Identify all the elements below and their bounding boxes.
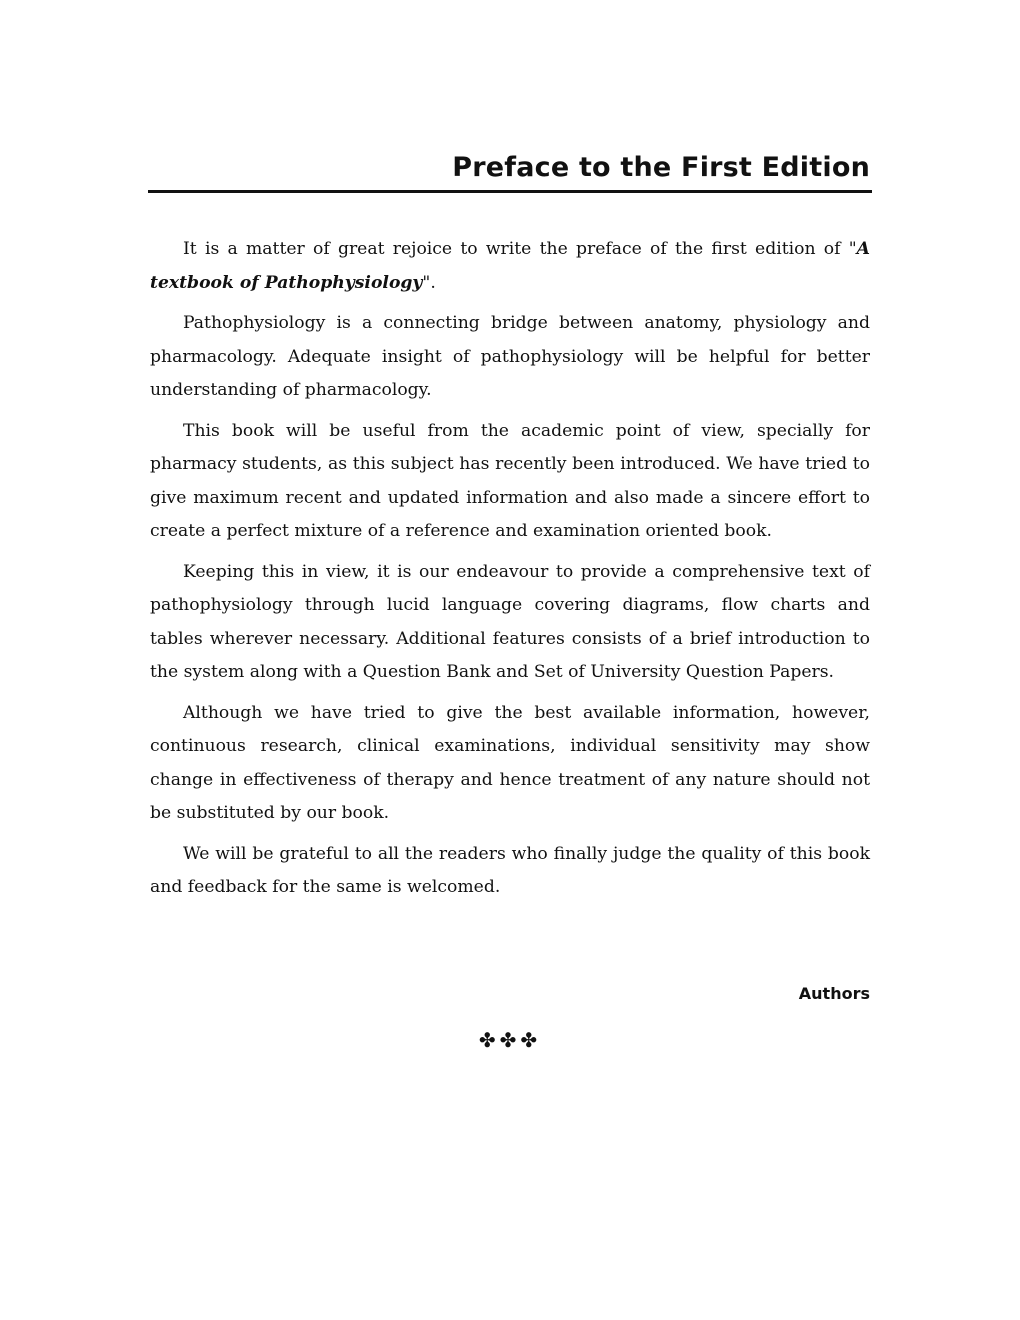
paragraph-5: Although we have tried to give the best available information, however, continuous research, clinical examinations, individual sensitivity may show change in effectiveness of therapy and hence treatment of any nature should not be substituted by our book. [150, 702, 870, 823]
paragraph-1-lead: It is a matter of great rejoice to write the preface of the first edition of [183, 239, 841, 259]
signature-authors: Authors [798, 983, 870, 1003]
quote-close: ". [422, 272, 436, 293]
paragraph-3: This book will be useful from the academic point of view, specially for pharmacy students, as this subject has recently been introduced. We have tried to give maximum recent and updated information and also made a sincere effort to create a perfect mixture of a reference and examination oriented book. [150, 420, 870, 541]
preface-page [148, 150, 872, 1053]
title-rule [148, 190, 872, 193]
quote-open: " [848, 239, 857, 259]
paragraph-6: We will be grateful to all the readers who finally judge the quality of this book and feedback for the same is welcomed. [150, 843, 870, 897]
paragraph-1 [150, 233, 870, 300]
paragraph-2: Pathophysiology is a connecting bridge between anatomy, physiology and pharmacology. Adequate insight of pathophysiology will be helpful for better understanding of pharmacology. [150, 313, 870, 400]
paragraph-4: Keeping this in view, it is our endeavour to provide a comprehensive text of pathophysiology through lucid language covering diagrams, flow charts and tables wherever necessary. Additional features consists of a brief introduction to the system along with a Question Bank and Set of University Question Papers. [150, 561, 870, 682]
preface-body [148, 233, 872, 905]
book-title: A textbook of Pathophysiology [150, 239, 870, 293]
page-title: Preface to the First Edition [452, 152, 870, 183]
ornament-divider: ✤✤✤ [478, 1027, 542, 1052]
